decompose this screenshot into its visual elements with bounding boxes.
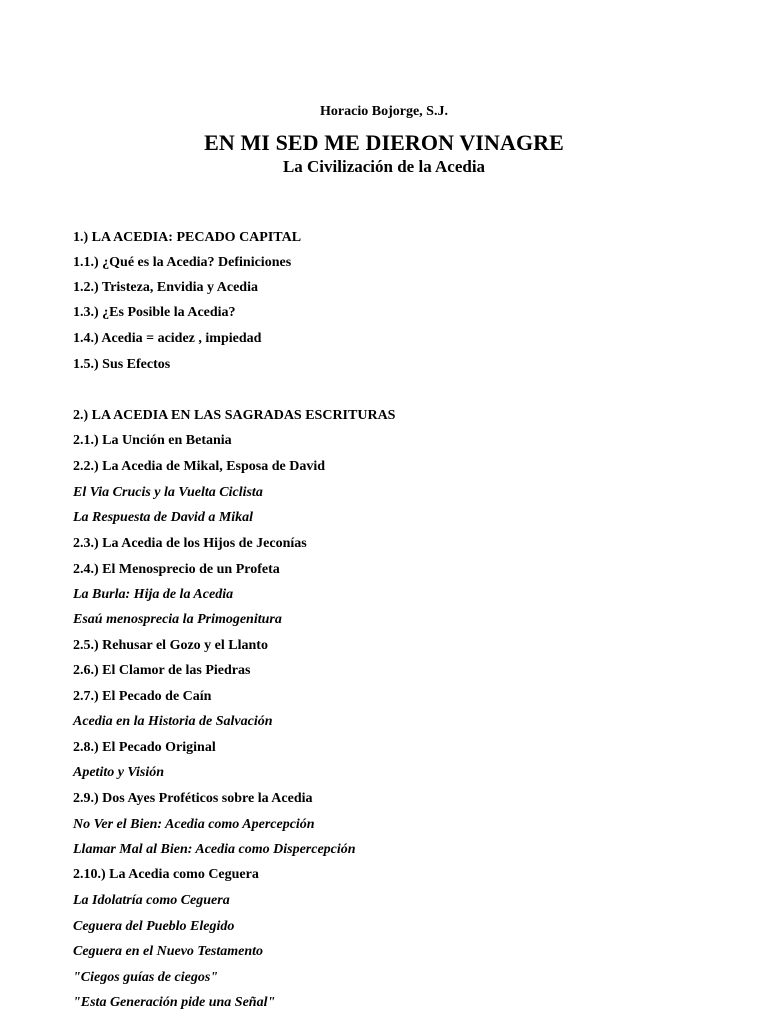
toc-entry: 2.9.) Dos Ayes Proféticos sobre la Acedia bbox=[73, 791, 313, 806]
document-author: Horacio Bojorge, S.J. bbox=[320, 104, 448, 119]
document-title: EN MI SED ME DIERON VINAGRE bbox=[204, 130, 564, 155]
toc-entry: 2.4.) El Menosprecio de un Profeta bbox=[73, 562, 280, 577]
toc-entry: 2.10.) La Acedia como Ceguera bbox=[73, 867, 259, 882]
toc-entry: 1.) LA ACEDIA: PECADO CAPITAL bbox=[73, 230, 302, 245]
toc-subentry: El Via Crucis y la Vuelta Ciclista bbox=[73, 485, 263, 500]
toc-subentry: Ceguera del Pueblo Elegido bbox=[73, 919, 235, 934]
toc-subentry: Ceguera en el Nuevo Testamento bbox=[73, 944, 264, 959]
toc-entry: 2.5.) Rehusar el Gozo y el Llanto bbox=[73, 638, 268, 653]
toc-entry: 2.8.) El Pecado Original bbox=[73, 740, 216, 755]
toc-subentry: Acedia en la Historia de Salvación bbox=[73, 714, 273, 729]
toc-subentry: Esaú menosprecia la Primogenitura bbox=[73, 612, 282, 627]
toc-subentry: "Esta Generación pide una Señal" bbox=[73, 995, 276, 1010]
toc-subentry: La Respuesta de David a Mikal bbox=[73, 510, 254, 525]
toc-entry: 2.) LA ACEDIA EN LAS SAGRADAS ESCRITURAS bbox=[73, 408, 396, 423]
toc-entry: 2.2.) La Acedia de Mikal, Esposa de David bbox=[73, 459, 326, 474]
toc-entry: 1.2.) Tristeza, Envidia y Acedia bbox=[73, 280, 258, 295]
toc-entry: 2.3.) La Acedia de los Hijos de Jeconías bbox=[73, 536, 307, 551]
toc-subentry: La Idolatría como Ceguera bbox=[73, 893, 230, 908]
toc-subentry: "Ciegos guías de ciegos" bbox=[73, 970, 219, 985]
toc-entry: 2.1.) La Unción en Betania bbox=[73, 433, 232, 448]
toc-entry: 1.3.) ¿Es Posible la Acedia? bbox=[73, 305, 236, 320]
toc-entry: 1.1.) ¿Qué es la Acedia? Definiciones bbox=[73, 255, 292, 270]
toc-subentry: La Burla: Hija de la Acedia bbox=[73, 587, 234, 602]
toc-entry: 1.4.) Acedia = acidez , impiedad bbox=[73, 331, 262, 346]
document-subtitle: La Civilización de la Acedia bbox=[282, 157, 486, 176]
toc-subentry: Llamar Mal al Bien: Acedia como Dispercepción bbox=[73, 842, 356, 857]
toc-entry: 1.5.) Sus Efectos bbox=[73, 357, 171, 372]
toc-entry: 2.7.) El Pecado de Caín bbox=[73, 689, 212, 704]
toc-subentry: No Ver el Bien: Acedia como Apercepción bbox=[73, 817, 315, 832]
toc-entry: 2.6.) El Clamor de las Piedras bbox=[73, 663, 251, 678]
toc-subentry: Apetito y Visión bbox=[73, 765, 165, 780]
